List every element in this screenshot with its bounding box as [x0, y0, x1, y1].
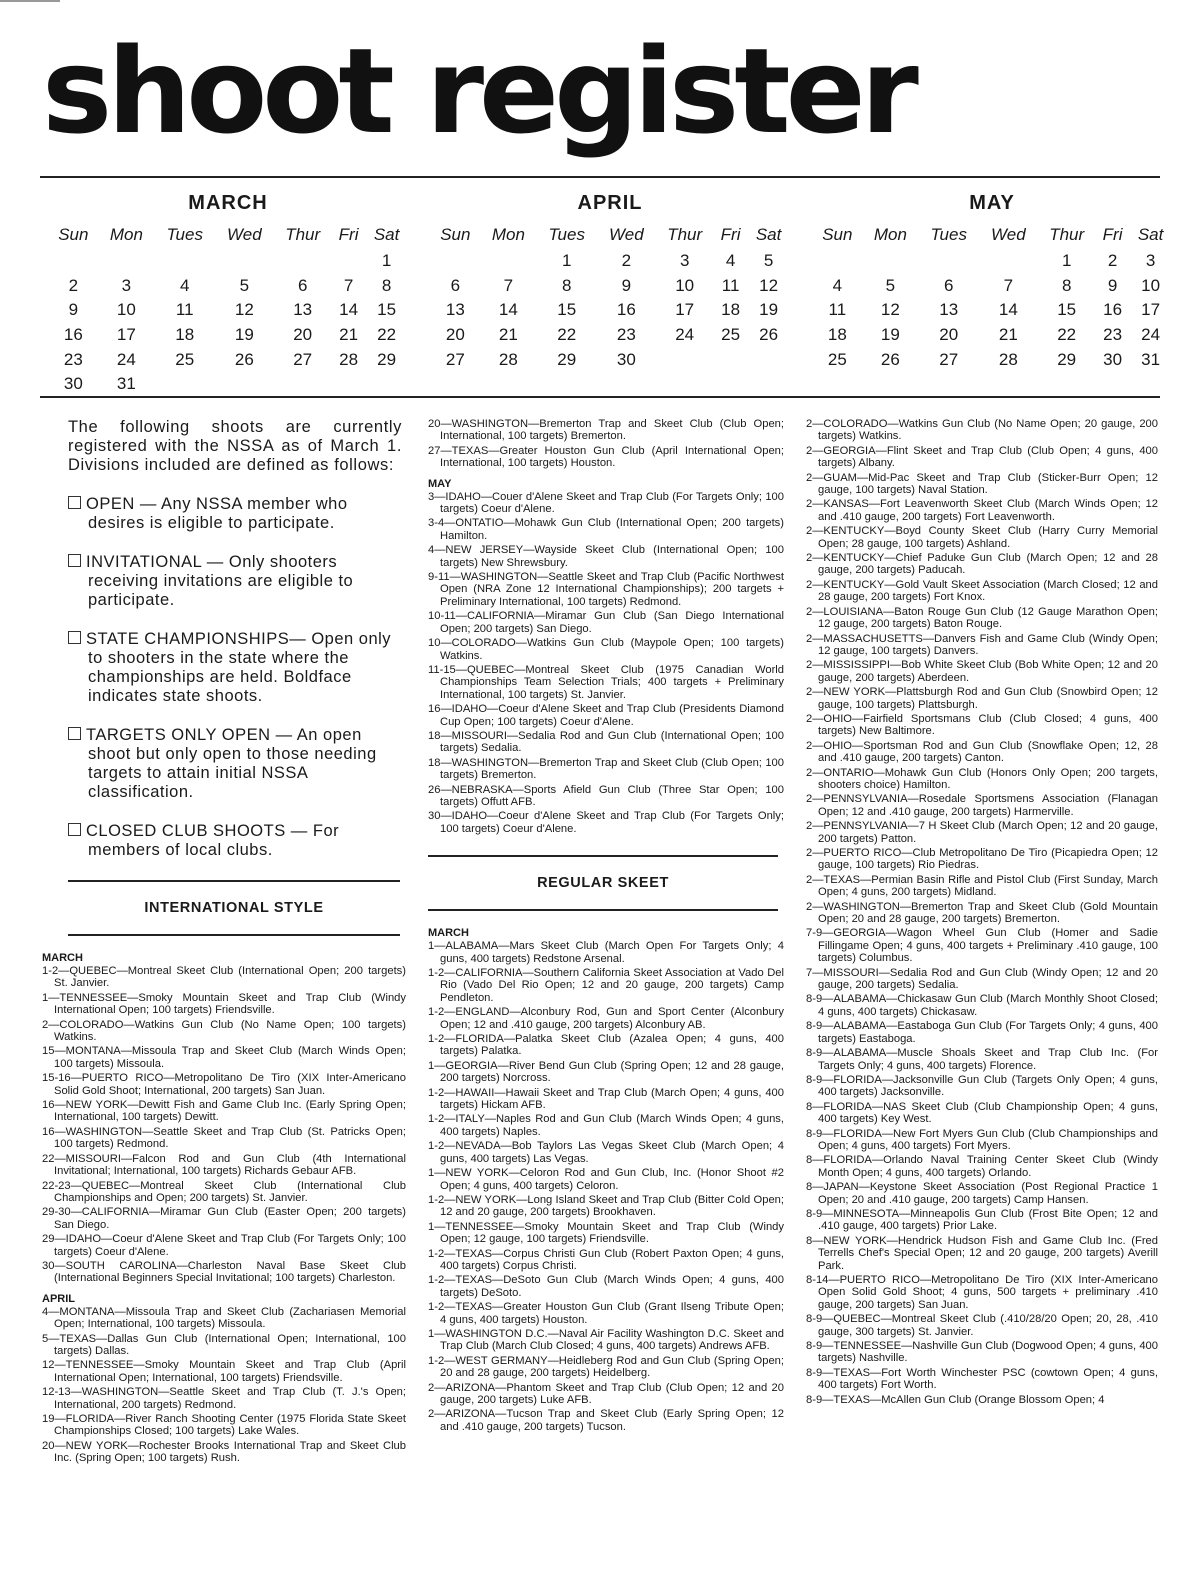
calendar-day: 29 [377, 349, 397, 369]
calendar-day: 28 [998, 349, 1018, 369]
checkbox-icon [68, 823, 81, 836]
weekday-label: Thur [285, 225, 321, 244]
intl-march-list [42, 952, 406, 1465]
calendar-day: 5 [239, 275, 250, 295]
shoot-entry: 16—WASHINGTON—Seattle Skeet and Trap Club (St. Patricks Open; 100 targets) Redmond. [42, 1125, 406, 1151]
shoot-entry: 11-15—QUEBEC—Montreal Skeet Club (1975 Canadian World Championships Team Selection Trials; 400 targets + Preliminary International, 100 targets) St. Janvier. [428, 663, 784, 701]
division-state: STATE CHAMPIONSHIPS— Open only to shooters in the state where the championships are held. Boldface indicates state shoots. [68, 630, 406, 706]
calendar-day: 20 [939, 325, 959, 345]
shoot-entry: 1-2—TEXAS—Greater Houston Gun Club (Grant Ilseng Tribute Open; 4 guns, 400 targets) Houston. [428, 1301, 784, 1326]
shoot-entry: 22—MISSOURI—Falcon Rod and Gun Club (4th International Invitational; International, 100 targets) Richards Gebaur AFB. [42, 1152, 406, 1178]
calendar-day [215, 249, 273, 274]
shoot-entry: 9-11—WASHINGTON—Seattle Skeet and Trap Club (Pacific Northwest Open (NRA Zone 12 International Championships); 200 targets + Preliminary International, 100 targets) Redmond. [428, 571, 784, 608]
calendar-day: 17 [675, 300, 695, 320]
calendar-week [48, 347, 408, 372]
shoot-entry: 29—IDAHO—Coeur d'Alene Skeet and Trap Club (For Targets Only; 100 targets) Coeur d'Alene. [42, 1233, 406, 1258]
shoot-entry: 30—SOUTH CAROLINA—Charleston Naval Base Skeet Club (International Beginners Special Invitational; 100 targets) Charleston. [42, 1259, 406, 1285]
calendar-week [430, 347, 790, 372]
shoot-entry: 8-14—PUERTO RICO—Metropolitano De Tiro (XIX Inter-Americano Open Solid Gold Shoot; 4 guns, 500 targets + preliminary .410 gauge, 200 targets) San Juan. [806, 1274, 1158, 1311]
calendar-day: 8 [561, 275, 572, 295]
calendar-day: 4 [725, 251, 736, 271]
calendar-week [812, 347, 1172, 372]
checkbox-icon [68, 496, 81, 509]
shoot-entry: 2—COLORADO—Watkins Gun Club (No Name Open; 100 targets) Watkins. [42, 1018, 406, 1044]
shoot-entry: 1—WASHINGTON D.C.—Naval Air Facility Washington D.C. Skeet and Trap Club (March Club Closed; 4 guns, 400 targets) Andrews AFB. [428, 1327, 784, 1353]
shoot-entry: 10-11—CALIFORNIA—Miramar Gun Club (San Diego International Open; 200 targets) San Diego. [428, 610, 784, 635]
shoot-entry: 8-9—ALABAMA—Chickasaw Gun Club (March Monthly Shoot Closed; 4 guns, 400 targets) Chickasaw. [806, 993, 1158, 1018]
weekday-label: Tues [930, 225, 967, 244]
calendar-day: 24 [675, 325, 695, 345]
shoot-entry: 27—TEXAS—Greater Houston Gun Club (April International Open; International, 100 targets) Houston. [428, 444, 784, 470]
calendar-day [154, 372, 215, 397]
entry-list [806, 418, 1158, 1406]
calendar-day: 17 [116, 325, 136, 345]
shoot-entry: 3—IDAHO—Couer d'Alene Skeet and Trap Club (For Targets Only; 100 targets) Coeur d'Alene. [428, 490, 784, 516]
calendar-day [430, 249, 481, 274]
calendar-week [48, 249, 408, 274]
calendar-day: 27 [445, 349, 465, 369]
calendar-day: 29 [557, 349, 577, 369]
calendar-day: 19 [234, 325, 254, 345]
calendar-day: 25 [721, 325, 741, 345]
calendar-day [979, 249, 1037, 274]
calendar-day: 2 [68, 275, 79, 295]
section-rule [68, 880, 400, 882]
calendar-day: 30 [63, 374, 83, 394]
calendar-week [430, 323, 790, 348]
shoot-entry: 20—NEW YORK—Rochester Brooks International Trap and Skeet Club Inc. (Spring Open; 100 targets) Rush. [42, 1439, 406, 1465]
calendar-day: 18 [175, 325, 195, 345]
checkbox-icon [68, 554, 81, 567]
calendar-day: 16 [63, 325, 83, 345]
calendar-day: 9 [68, 300, 79, 320]
shoot-entry: 2—TEXAS—Permian Basin Rifle and Pistol Club (First Sunday, March Open; 4 guns, 200 targets) Midland. [806, 873, 1158, 899]
shoot-entry: 1-2—NEVADA—Bob Taylors Las Vegas Skeet Club (March Open; 4 guns, 400 targets) Las Vegas. [428, 1140, 784, 1165]
calendar-day: 19 [880, 325, 900, 345]
shoot-entry: 15—MONTANA—Missoula Trap and Skeet Club (March Winds Open; 100 targets) Missoula. [42, 1045, 406, 1070]
month-heading: MARCH [428, 927, 469, 940]
shoot-entry: 3-4—ONTATIO—Mohawk Gun Club (International Open; 200 targets) Hamilton. [428, 517, 784, 542]
shoot-entry: 29-30—CALIFORNIA—Miramar Gun Club (Easter Open; 200 targets) San Diego. [42, 1206, 406, 1231]
calendar-day: 29 [1057, 349, 1077, 369]
calendar-day: 6 [450, 275, 461, 295]
weekday-label: Tues [548, 225, 585, 244]
calendar-day: 13 [939, 300, 959, 320]
regular-header [428, 855, 778, 911]
calendar-day: 22 [377, 325, 397, 345]
calendar-week [430, 298, 790, 323]
weekday-label: Thur [667, 225, 703, 244]
shoot-entry: 2—OHIO—Sportsman Rod and Gun Club (Snowflake Open; 12, 28 and .410 gauge, 200 targets) Canton. [806, 739, 1158, 765]
section-rule [428, 909, 778, 911]
calendar-week [812, 298, 1172, 323]
shoot-entry: 16—IDAHO—Coeur d'Alene Skeet and Trap Club (Presidents Diamond Cup Open; 100 targets) Coeur d'Alene. [428, 703, 784, 728]
calendar-day [863, 249, 918, 274]
shoot-entry: 10—COLORADO—Watkins Gun Club (Maypole Open; 100 targets) Watkins. [428, 637, 784, 662]
header-rule [40, 176, 1160, 178]
shoot-entry: 19—FLORIDA—River Ranch Shooting Center (1975 Florida State Skeet Championships Closed; 100 targets) Lake Wales. [42, 1413, 406, 1438]
calendar-month-name: MARCH [188, 192, 268, 214]
shoot-entry: 8—FLORIDA—NAS Skeet Club (Club Championship Open; 4 guns, 400 targets) Key West. [806, 1100, 1158, 1126]
shoot-entry: 2—KENTUCKY—Gold Vault Skeet Association (March Closed; 12 and 28 gauge, 200 targets) Fort Knox. [806, 578, 1158, 604]
calendar-day: 3 [679, 251, 690, 271]
shoot-entry: 1-2—TEXAS—DeSoto Gun Club (March Winds Open; 4 guns, 400 targets) DeSoto. [428, 1274, 784, 1299]
calendar-week [812, 274, 1172, 299]
shoot-entry: 7—MISSOURI—Sedalia Rod and Gun Club (Windy Open; 12 and 20 gauge, 200 targets) Sedalia. [806, 966, 1158, 992]
calendar-day: 15 [1057, 300, 1077, 320]
calendar-day: 27 [939, 349, 959, 369]
shoot-entry: 1-2—TEXAS—Corpus Christi Gun Club (Robert Paxton Open; 4 guns, 400 targets) Corpus Christi. [428, 1247, 784, 1272]
shoot-entry: 2—PUERTO RICO—Club Metropolitano De Tiro (Picapiedra Open; 12 gauge, 100 targets) Rio Piedras. [806, 847, 1158, 872]
shoot-entry: 2—OHIO—Fairfield Sportsmans Club (Club Closed; 4 guns, 400 targets) New Baltimore. [806, 712, 1158, 738]
checkbox-icon [68, 727, 81, 740]
shoot-entry: 2—PENNSYLVANIA—Rosedale Sportsmens Association (Flanagan Open; 12 and .410 gauge, 200 targets) Harmerville. [806, 793, 1158, 818]
calendar-day: 12 [880, 300, 900, 320]
shoot-entry: 1—ALABAMA—Mars Skeet Club (March Open For Targets Only; 4 guns, 400 targets) Redstone Arsenal. [428, 940, 784, 965]
calendar-day: 6 [943, 275, 954, 295]
calendar-day: 26 [234, 349, 254, 369]
weekday-label: Fri [1102, 225, 1123, 244]
weekday-label: Sun [58, 225, 89, 244]
calendar-day: 13 [445, 300, 465, 320]
calendar-day: 26 [759, 325, 779, 345]
shoot-entry: 26—NEBRASKA—Sports Afield Gun Club (Three Star Open; 100 targets) Offutt AFB. [428, 783, 784, 808]
calendar-day: 20 [293, 325, 313, 345]
calendar-day: 23 [616, 325, 636, 345]
month-heading: APRIL [42, 1292, 75, 1305]
calendar-day: 7 [503, 275, 514, 295]
shoot-entry: 20—WASHINGTON—Bremerton Trap and Skeet Club (Club Open; International, 100 targets) Bremerton. [428, 418, 784, 443]
shoot-entry: 2—KENTUCKY—Chief Paduke Gun Club (March Open; 12 and 28 gauge, 200 targets) Paducah. [806, 552, 1158, 577]
calendar-day: 10 [116, 300, 136, 320]
shoot-entry: 2—MISSISSIPPI—Bob White Skeet Club (Bob White Open; 12 and 20 gauge, 200 targets) Aberdeen. [806, 659, 1158, 684]
calendar-day: 24 [116, 349, 136, 369]
calendar-grid [430, 223, 790, 372]
calendar-grid [812, 223, 1172, 372]
calendar-day: 18 [827, 325, 847, 345]
shoot-entry: 8-9—TEXAS—McAllen Gun Club (Orange Blossom Open; 4 [806, 1393, 1105, 1406]
shoot-entry: 8-9—ALABAMA—Eastaboga Gun Club (For Targets Only; 4 guns, 400 targets) Eastaboga. [806, 1020, 1158, 1045]
calendar-day [332, 249, 365, 274]
calendar-day: 7 [343, 275, 354, 295]
calendar-day: 10 [675, 275, 695, 295]
calendar-day: 25 [827, 349, 847, 369]
shoot-entry: 2—ARIZONA—Tucson Trap and Skeet Club (Early Spring Open; 12 and .410 gauge, 200 targets) Tucson. [428, 1408, 784, 1433]
calendar-day: 27 [293, 349, 313, 369]
shoot-entry: 16—NEW YORK—Dewitt Fish and Game Club Inc. (Early Spring Open; International, 100 targets) Dewitt. [42, 1099, 406, 1124]
weekday-label: Fri [338, 225, 359, 244]
calendar-day: 17 [1141, 300, 1161, 320]
calendar-day: 28 [339, 349, 359, 369]
column-3 [806, 418, 1158, 1408]
calendar-day: 25 [175, 349, 195, 369]
weekday-label: Thur [1049, 225, 1085, 244]
shoot-entry: 1—NEW YORK—Celoron Rod and Gun Club, Inc. (Honor Shoot #2 Open; 4 guns, 400 targets) Celoron. [428, 1167, 784, 1192]
division-closed: CLOSED CLUB SHOOTS — For members of local clubs. [68, 822, 406, 860]
entry-list [428, 940, 784, 1433]
shoot-entry: 2—MASSACHUSETTS—Danvers Fish and Game Club (Windy Open; 12 gauge, 100 targets) Danvers. [806, 632, 1158, 657]
calendar-may [812, 192, 1172, 372]
shoot-entry: 4—MONTANA—Missoula Trap and Skeet Club (Zachariasen Memorial Open; International, 100 targets) Missoula. [42, 1305, 406, 1331]
calendar-day: 7 [1003, 275, 1014, 295]
calendar-march [48, 192, 408, 397]
shoot-entry: 2—KANSAS—Fort Leavenworth Skeet Club (March Winds Open; 12 and .410 gauge, 200 targets) Fort Leavenworth. [806, 498, 1158, 523]
calendar-day [99, 249, 154, 274]
reg-march-list-a [428, 927, 784, 1433]
shoot-entry: 8-9—ALABAMA—Muscle Shoals Skeet and Trap Club Inc. (For Targets Only; 4 guns, 400 targets) Florence. [806, 1047, 1158, 1072]
entry-list [42, 1306, 406, 1465]
calendar-day [655, 347, 714, 372]
shoot-entry: 1-2—ENGLAND—Alconbury Rod, Gun and Sport Center (Alconbury Open; 12 and .410 gauge, 200 targets) Alconbury AB. [428, 1006, 784, 1031]
calendar-day: 30 [616, 349, 636, 369]
shoot-entry: 2—PENNSYLVANIA—7 H Skeet Club (March Open; 12 and 20 gauge, 200 targets) Patton. [806, 820, 1158, 845]
shoot-entry: 8—FLORIDA—Orlando Naval Training Center Skeet Club (Windy Month Open; 4 guns, 400 targets) Orlando. [806, 1154, 1158, 1179]
checkbox-icon [68, 631, 81, 644]
calendar-day: 21 [998, 325, 1018, 345]
shoot-entry: 8-9—FLORIDA—Jacksonville Gun Club (Targets Only Open; 4 guns, 400 targets) Jacksonville. [806, 1073, 1158, 1099]
calendar-day: 31 [1141, 349, 1161, 369]
calendar-day: 12 [759, 275, 779, 295]
calendar-day: 9 [1107, 275, 1118, 295]
divisions-list [68, 495, 406, 860]
entry-list [428, 491, 784, 836]
weekday-label: Wed [609, 225, 644, 244]
calendar-week [812, 323, 1172, 348]
calendar-day: 2 [621, 251, 632, 271]
section-heading-regular: REGULAR SKEET [537, 875, 669, 892]
calendar-day: 11 [721, 275, 740, 295]
shoot-entry: 12—TENNESSEE—Smoky Mountain Skeet and Trap Club (April International Open; International, 100 targets) Friendsville. [42, 1359, 406, 1384]
calendar-day: 1 [381, 251, 392, 271]
shoot-entry: 8-9—QUEBEC—Montreal Skeet Club (.410/28/20 Open; 20, 28, .410 gauge, 300 targets) St. Janvier. [806, 1313, 1158, 1338]
calendar-week [48, 274, 408, 299]
shoot-entry: 2—GUAM—Mid-Pac Skeet and Trap Club (Sticker-Burr Open; 12 gauge, 100 targets) Naval Station. [806, 471, 1158, 497]
shoot-entry: 1—TENNESSEE—Smoky Mountain Skeet and Trap Club (Windy Open; 12 gauge, 100 targets) Friendsville. [428, 1220, 784, 1246]
top-edge-mark [0, 0, 60, 2]
shoot-entry: 8-9—TENNESSEE—Nashville Gun Club (Dogwood Open; 4 guns, 400 targets) Nashville. [806, 1340, 1158, 1365]
shoot-entry: 18—WASHINGTON—Bremerton Trap and Skeet Club (Club Open; 100 targets) Bremerton. [428, 756, 784, 782]
shoot-entry: 18—MISSOURI—Sedalia Rod and Gun Club (International Open; 100 targets) Sedalia. [428, 729, 784, 755]
shoot-entry: 1-2—ITALY—Naples Rod and Gun Club (March Winds Open; 4 guns, 400 targets) Naples. [428, 1113, 784, 1138]
calendar-day [365, 372, 408, 397]
shoot-entry: 1-2—WEST GERMANY—Heidleberg Rod and Gun Club (Spring Open; 20 and 28 gauge, 200 targets) Heidelberg. [428, 1354, 784, 1380]
entry-list [428, 418, 784, 470]
shoot-entry: 1-2—NEW YORK—Long Island Skeet and Trap Club (Bitter Cold Open; 12 and 20 gauge, 200 targets) Brookhaven. [428, 1193, 784, 1219]
calendar-day: 1 [1061, 251, 1072, 271]
calendar-day: 5 [885, 275, 896, 295]
column-1 [42, 418, 406, 1467]
shoot-entry: 8-9—FLORIDA—New Fort Myers Gun Club (Club Championships and Open; 4 guns, 400 targets) Fort Myers. [806, 1127, 1158, 1152]
weekday-label: Tues [166, 225, 203, 244]
shoot-entry: 2—ARIZONA—Phantom Skeet and Trap Club (Club Open; 12 and 20 gauge, 200 targets) Luke AFB. [428, 1381, 784, 1406]
calendar-day: 28 [498, 349, 518, 369]
weekday-label: Mon [109, 225, 143, 244]
shoot-entry: 8-9—MINNESOTA—Minneapolis Gun Club (Frost Bite Open; 12 and .410 gauge, 400 targets) Prior Lake. [806, 1207, 1158, 1233]
weekday-label: Wed [227, 225, 262, 244]
weekday-label: Mon [491, 225, 525, 244]
calendar-day: 3 [1145, 251, 1156, 271]
calendar-day: 13 [293, 300, 313, 320]
calendar-day: 31 [116, 374, 136, 394]
international-header [68, 880, 400, 936]
weekday-label: Sun [822, 225, 853, 244]
shoot-entry: 8—JAPAN—Keystone Skeet Association (Post Regional Practice 1 Open; 20 and .410 gauge, 200 targets) Camp Hansen. [806, 1181, 1158, 1206]
shoot-entry: 30—IDAHO—Coeur d'Alene Skeet and Trap Club (For Targets Only; 100 targets) Coeur d'Alene. [428, 810, 784, 835]
calendar-day: 3 [121, 275, 132, 295]
calendar-day: 4 [179, 275, 190, 295]
calendar-day: 2 [1107, 251, 1118, 271]
shoot-entry: 15-16—PUERTO RICO—Metropolitano De Tiro (XIX Inter-Americano Solid Gold Shoot; International, 200 targets) San Juan. [42, 1072, 406, 1097]
weekday-label: Sat [1137, 225, 1164, 244]
shoot-entry: 2—GEORGIA—Flint Skeet and Trap Club (Club Open; 4 guns, 400 targets) Albany. [806, 444, 1158, 470]
calendar-day [154, 249, 215, 274]
calendar-day: 18 [721, 300, 741, 320]
shoot-entry: 1-2—HAWAII—Hawaii Skeet and Trap Club (March Open; 4 guns, 400 targets) Hickam AFB. [428, 1086, 784, 1112]
calendar-day: 9 [621, 275, 632, 295]
section-rule [428, 855, 778, 857]
calendar-day: 21 [498, 325, 518, 345]
calendar-day: 1 [561, 251, 572, 271]
shoot-entry: 12-13—WASHINGTON—Seattle Skeet and Trap Club (T. J.'s Open; International, 200 targets) Redmond. [42, 1386, 406, 1411]
calendar-day: 15 [377, 300, 397, 320]
calendar-day [332, 372, 365, 397]
month-heading: MAY [428, 477, 452, 490]
calendar-day [714, 347, 747, 372]
shoot-entry: 2—LOUISIANA—Baton Rouge Gun Club (12 Gauge Marathon Open; 12 gauge, 200 targets) Baton Rouge. [806, 605, 1158, 631]
calendar-day: 22 [557, 325, 577, 345]
calendar-day [273, 249, 332, 274]
calendar-week [812, 249, 1172, 274]
calendar-week [48, 372, 408, 397]
section-heading-international: INTERNATIONAL STYLE [144, 900, 324, 916]
calendar-day: 16 [1103, 300, 1123, 320]
shoot-entry: 1-2—QUEBEC—Montreal Skeet Club (International Open; 200 targets) St. Janvier. [42, 965, 406, 990]
calendar-rule [40, 396, 1160, 398]
shoot-entry: 2—ONTARIO—Mohawk Gun Club (Honors Only Open; 200 targets, shooters choice) Hamilton. [806, 766, 1158, 791]
shoot-entry: 5—TEXAS—Dallas Gun Club (International Open; International, 100 targets) Dallas. [42, 1332, 406, 1357]
calendar-day: 6 [297, 275, 308, 295]
calendar-day: 14 [339, 300, 359, 320]
calendar-day: 30 [1103, 349, 1123, 369]
entry-list [42, 965, 406, 1285]
calendar-day: 22 [1057, 325, 1077, 345]
calendar-week [430, 249, 790, 274]
calendar-day: 24 [1141, 325, 1161, 345]
calendar-day: 8 [381, 275, 392, 295]
calendar-day: 15 [557, 300, 577, 320]
calendar-month-name: APRIL [577, 192, 643, 214]
shoot-entry: 2—WASHINGTON—Bremerton Trap and Skeet Club (Gold Mountain Open; 20 and 28 gauge, 200 targets) Bremerton. [806, 900, 1158, 926]
calendar-day: 11 [175, 300, 194, 320]
column-2 [428, 418, 784, 1435]
calendar-day: 5 [763, 251, 774, 271]
calendar-grid [48, 223, 408, 397]
weekday-label: Mon [873, 225, 907, 244]
intro-text: The following shoots are currently registered with the NSSA as of March 1. Divisions included are defined as follows: [68, 418, 402, 474]
division-open: OPEN — Any NSSA member who desires is eligible to participate. [68, 495, 406, 533]
calendar-day: 14 [498, 300, 518, 320]
shoot-entry: 1-2—CALIFORNIA—Southern California Skeet Association at Vado Del Rio (Vado Del Rio Open; 12 and 20 gauge, 200 targets) Camp Pendleton. [428, 967, 784, 1004]
calendar-day: 4 [832, 275, 843, 295]
calendar-day: 23 [1103, 325, 1123, 345]
calendar-day: 20 [445, 325, 465, 345]
calendar-april [430, 192, 790, 372]
shoot-entry: 8-9—TEXAS—Fort Worth Winchester PSC (cowtown Open; 4 guns, 400 targets) Fort Worth. [806, 1366, 1158, 1392]
calendar-day [48, 249, 99, 274]
weekday-label: Fri [720, 225, 741, 244]
calendar-day: 21 [339, 325, 359, 345]
calendar-week [48, 323, 408, 348]
calendar-day: 12 [234, 300, 254, 320]
calendar-day: 8 [1061, 275, 1072, 295]
calendar-day: 19 [759, 300, 779, 320]
shoot-entry: 2—NEW YORK—Plattsburgh Rod and Gun Club (Snowbird Open; 12 gauge, 100 targets) Plattsburgh. [806, 686, 1158, 711]
calendar-day [747, 347, 790, 372]
shoot-entry: 1-2—FLORIDA—Palatka Skeet Club (Azalea Open; 4 guns, 400 targets) Palatka. [428, 1033, 784, 1058]
month-heading: MARCH [42, 952, 83, 964]
weekday-label: Wed [991, 225, 1026, 244]
shoot-entry: 4—NEW JERSEY—Wayside Skeet Club (International Open; 100 targets) New Shrewsbury. [428, 544, 784, 569]
weekday-label: Sat [373, 225, 400, 244]
page-title: shoot register [42, 22, 914, 160]
shoot-entry: 8—NEW YORK—Hendrick Hudson Fish and Game Club Inc. (Fred Terrells Chef's Special Open; 12 and 20 gauge, 200 targets) Averill Park. [806, 1234, 1158, 1272]
calendar-day [918, 249, 979, 274]
calendar-day: 16 [616, 300, 636, 320]
calendar-day [481, 249, 536, 274]
calendar-month-name: MAY [969, 192, 1015, 214]
division-targets-only: TARGETS ONLY OPEN — An open shoot but only open to those needing targets to attain initial NSSA classification. [68, 726, 406, 802]
calendar-week [48, 298, 408, 323]
calendar-day: 11 [828, 300, 847, 320]
shoot-entry: 2—KENTUCKY—Boyd County Skeet Club (Harry Curry Memorial Open; 28 gauge, 100 targets) Ashland. [806, 525, 1158, 550]
calendar-day: 23 [63, 349, 83, 369]
calendar-day: 26 [880, 349, 900, 369]
shoot-entry: 2—COLORADO—Watkins Gun Club (No Name Open; 20 gauge, 200 targets) Watkins. [806, 418, 1158, 443]
calendar-day [812, 249, 863, 274]
calendar-day [273, 372, 332, 397]
shoot-entry: 1—GEORGIA—River Bend Gun Club (Spring Open; 12 and 28 gauge, 200 targets) Norcross. [428, 1059, 784, 1085]
shoot-entry: 7-9—GEORGIA—Wagon Wheel Gun Club (Homer and Sadie Fillingame Open; 4 guns, 400 targets + Preliminary .410 gauge, 100 targets) Columbus. [806, 927, 1158, 965]
weekday-label: Sat [755, 225, 782, 244]
shoot-entry: 22-23—QUEBEC—Montreal Skeet Club (International Club Championships and Open; 200 targets) St. Janvier. [42, 1179, 406, 1204]
calendar-week [430, 274, 790, 299]
calendar-day [215, 372, 273, 397]
calendar-day: 14 [998, 300, 1018, 320]
division-invitational: INVITATIONAL — Only shooters receiving invitations are eligible to participate. [68, 553, 406, 610]
section-rule [68, 934, 400, 936]
shoot-entry: 1—TENNESSEE—Smoky Mountain Skeet and Trap Club (Windy International Open; 100 targets) Friendsville. [42, 991, 406, 1017]
calendar-day: 10 [1141, 275, 1161, 295]
weekday-label: Sun [440, 225, 471, 244]
